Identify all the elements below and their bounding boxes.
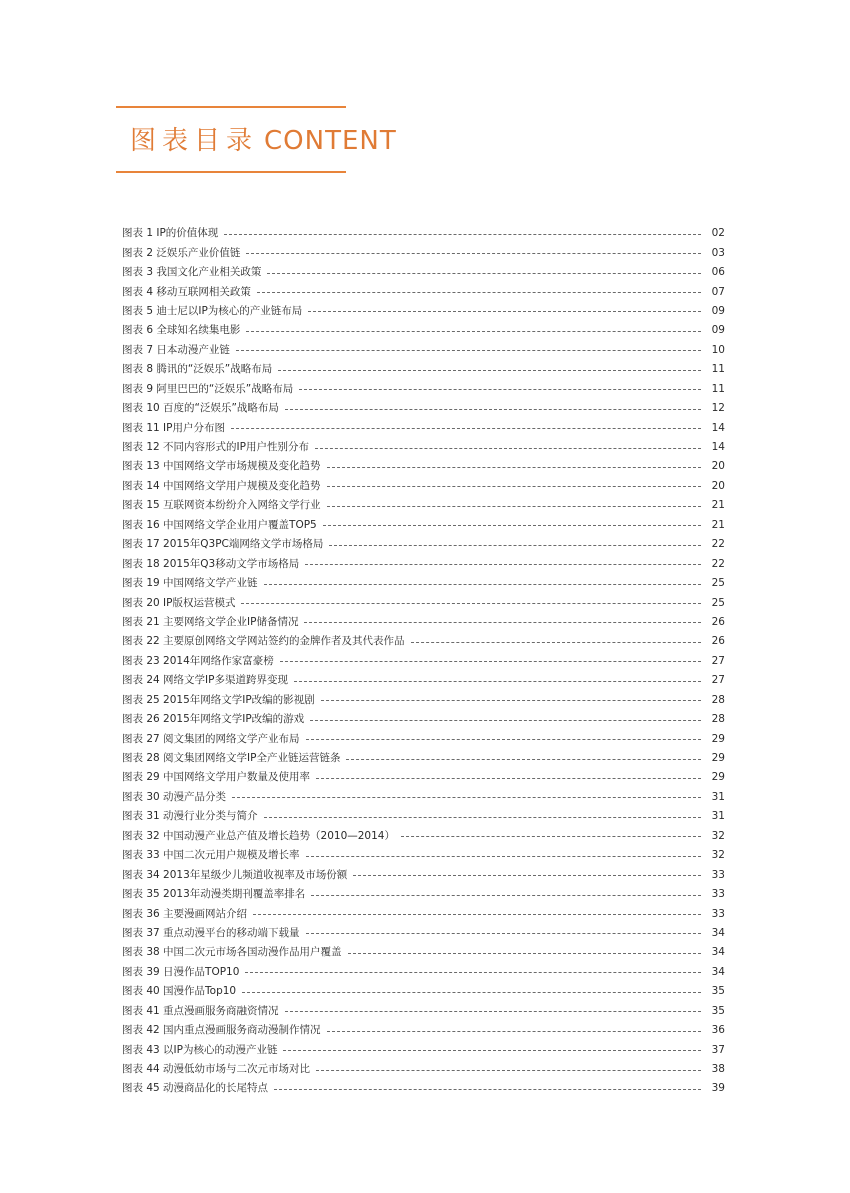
toc-entry[interactable] <box>122 418 725 437</box>
toc-entry-leader <box>310 720 701 721</box>
toc-entry[interactable] <box>122 360 725 379</box>
toc-entry-leader <box>294 681 701 682</box>
toc-entry-leader <box>305 564 701 565</box>
toc-entry-leader <box>315 448 701 449</box>
toc-entry-page: 27 <box>711 654 725 667</box>
toc-entry-leader <box>245 972 701 973</box>
toc-entry-leader <box>236 350 701 351</box>
title-rule-bottom <box>116 171 346 173</box>
toc-entry-page: 02 <box>711 227 725 240</box>
toc-entry[interactable] <box>122 302 725 321</box>
toc-entry-leader <box>274 1089 701 1090</box>
toc-entry[interactable] <box>122 1002 725 1021</box>
toc-entry[interactable] <box>122 1079 725 1098</box>
toc-entry-label: 图表 23 2014年网络作家富豪榜 <box>122 654 274 667</box>
toc-entry-leader <box>308 311 701 312</box>
toc-entry-page: 26 <box>711 615 725 628</box>
toc-entry[interactable] <box>122 341 725 360</box>
toc-entry-leader <box>278 370 701 371</box>
toc-entry[interactable] <box>122 924 725 943</box>
toc-entry[interactable] <box>122 691 725 710</box>
toc-entry-label: 图表 24 网络文学IP多渠道跨界变现 <box>122 674 288 687</box>
toc-entry-page: 22 <box>711 538 725 551</box>
toc-entry-label: 图表 32 中国动漫产业总产值及增长趋势（2010—2014） <box>122 829 395 842</box>
toc-entry-label: 图表 36 主要漫画网站介绍 <box>122 907 248 920</box>
toc-entry[interactable] <box>122 671 725 690</box>
toc-entry-leader <box>306 739 701 740</box>
toc-entry[interactable] <box>122 632 725 651</box>
toc-entry-label: 图表 22 主要原创网络文学网站签约的金牌作者及其代表作品 <box>122 635 405 648</box>
toc-entry-page: 29 <box>711 732 725 745</box>
toc-entry-leader <box>246 331 701 332</box>
toc-entry-label: 图表 11 IP用户分布图 <box>122 421 225 434</box>
toc-entry-label: 图表 20 IP版权运营模式 <box>122 596 236 609</box>
toc-entry-label: 图表 1 IP的价值体现 <box>122 227 219 240</box>
toc-entry-page: 20 <box>711 479 725 492</box>
toc-entry-leader <box>353 875 701 876</box>
toc-entry-leader <box>316 1070 701 1071</box>
toc-entry[interactable] <box>122 613 725 632</box>
toc-entry-page: 34 <box>711 965 725 978</box>
toc-entry-label: 图表 33 中国二次元用户规模及增长率 <box>122 849 300 862</box>
toc-entry[interactable] <box>122 943 725 962</box>
toc-entry-page: 39 <box>711 1082 725 1095</box>
toc-entry[interactable] <box>122 477 725 496</box>
toc-entry-page: 12 <box>711 402 725 415</box>
toc-entry-label: 图表 21 主要网络文学企业IP储备情况 <box>122 615 299 628</box>
toc-entry[interactable] <box>122 788 725 807</box>
toc-entry-leader <box>232 797 701 798</box>
toc-entry[interactable] <box>122 652 725 671</box>
toc-entry-label: 图表 44 动漫低幼市场与二次元市场对比 <box>122 1063 311 1076</box>
toc-entry-page: 27 <box>711 674 725 687</box>
toc-entry-label: 图表 38 中国二次元市场各国动漫作品用户覆盖 <box>122 946 342 959</box>
toc-entry[interactable] <box>122 554 725 573</box>
toc-entry-label: 图表 27 阅文集团的网络文学产业布局 <box>122 732 300 745</box>
toc-entry-page: 03 <box>711 246 725 259</box>
toc-entry-leader <box>327 467 701 468</box>
toc-entry-label: 图表 43 以IP为核心的动漫产业链 <box>122 1043 278 1056</box>
toc-entry-leader <box>348 953 701 954</box>
toc-entry[interactable] <box>122 380 725 399</box>
toc-entry-label: 图表 41 重点漫画服务商融资情况 <box>122 1004 279 1017</box>
toc-entry-page: 25 <box>711 577 725 590</box>
toc-entry[interactable] <box>122 321 725 340</box>
toc-entry-leader <box>246 253 701 254</box>
toc-entry-label: 图表 4 移动互联网相关政策 <box>122 285 251 298</box>
toc-entry-label: 图表 8 腾讯的“泛娱乐”战略布局 <box>122 363 273 376</box>
toc-entry-page: 32 <box>711 849 725 862</box>
toc-entry-label: 图表 17 2015年Q3PC端网络文学市场格局 <box>122 538 324 551</box>
toc-entry-label: 图表 9 阿里巴巴的“泛娱乐”战略布局 <box>122 382 294 395</box>
toc-entry[interactable] <box>122 982 725 1001</box>
toc-entry-leader <box>316 778 701 779</box>
toc-entry-page: 11 <box>711 382 725 395</box>
toc-entry-page: 11 <box>711 363 725 376</box>
toc-entry[interactable] <box>122 535 725 554</box>
toc-entry-page: 09 <box>711 324 725 337</box>
toc-entry-leader <box>311 895 701 896</box>
toc-entry-label: 图表 37 重点动漫平台的移动端下载量 <box>122 926 300 939</box>
toc-entry-leader <box>283 1050 701 1051</box>
toc-entry-page: 35 <box>711 1004 725 1017</box>
toc-entry-page: 29 <box>711 771 725 784</box>
toc-entry[interactable] <box>122 846 725 865</box>
toc-entry-leader <box>242 992 701 993</box>
toc-entry-leader <box>327 1031 701 1032</box>
toc-entry-page: 20 <box>711 460 725 473</box>
toc-entry[interactable] <box>122 963 725 982</box>
toc-entry-leader <box>285 409 701 410</box>
toc-entry-label: 图表 2 泛娱乐产业价值链 <box>122 246 241 259</box>
toc-entry-leader <box>321 700 701 701</box>
toc-entry-label: 图表 18 2015年Q3移动文学市场格局 <box>122 557 300 570</box>
toc-entry-page: 14 <box>711 421 725 434</box>
toc-entry[interactable] <box>122 865 725 884</box>
toc-entry-leader <box>327 486 701 487</box>
toc-entry-label: 图表 7 日本动漫产业链 <box>122 343 230 356</box>
toc-entry-page: 26 <box>711 635 725 648</box>
toc-entry-page: 22 <box>711 557 725 570</box>
toc-entry-page: 28 <box>711 713 725 726</box>
toc-entry-leader <box>323 525 701 526</box>
toc-entry[interactable] <box>122 749 725 768</box>
toc-entry-label: 图表 45 动漫商品化的长尾特点 <box>122 1082 269 1095</box>
toc-entry-page: 33 <box>711 868 725 881</box>
toc-entry[interactable] <box>122 516 725 535</box>
toc-entry-label: 图表 29 中国网络文学用户数量及使用率 <box>122 771 311 784</box>
toc-entry-leader <box>257 292 701 293</box>
toc-entry-leader <box>241 603 701 604</box>
toc-entry-label: 图表 6 全球知名续集电影 <box>122 324 241 337</box>
toc-entry[interactable] <box>122 1021 725 1040</box>
toc-entry-label: 图表 5 迪士尼以IP为核心的产业链布局 <box>122 304 303 317</box>
toc-entry-leader <box>306 856 701 857</box>
toc-entry-page: 36 <box>711 1024 725 1037</box>
toc-entry-label: 图表 30 动漫产品分类 <box>122 790 227 803</box>
toc-entry-page: 07 <box>711 285 725 298</box>
toc-entry[interactable] <box>122 885 725 904</box>
title-rule-top <box>116 106 346 108</box>
toc-entry[interactable] <box>122 243 725 262</box>
page-title-cn: 图表目录 <box>130 126 259 156</box>
toc-entry-label: 图表 14 中国网络文学用户规模及变化趋势 <box>122 479 321 492</box>
toc-entry-label: 图表 3 我国文化产业相关政策 <box>122 266 262 279</box>
toc-entry-label: 图表 31 动漫行业分类与简介 <box>122 810 258 823</box>
toc-entry-page: 33 <box>711 888 725 901</box>
toc-entry-label: 图表 13 中国网络文学市场规模及变化趋势 <box>122 460 321 473</box>
toc-entry-label: 图表 28 阅文集团网络文学IP全产业链运营链条 <box>122 752 341 765</box>
toc-entry[interactable] <box>122 1060 725 1079</box>
toc-entry-label: 图表 25 2015年网络文学IP改编的影视剧 <box>122 693 315 706</box>
page-title-en: CONTENT <box>264 126 397 156</box>
toc-entry[interactable] <box>122 807 725 826</box>
toc-entry-leader <box>327 506 701 507</box>
table-of-figures <box>122 224 725 1099</box>
toc-entry-label: 图表 19 中国网络文学产业链 <box>122 577 258 590</box>
toc-entry-leader <box>411 642 701 643</box>
toc-entry-leader <box>224 234 701 235</box>
toc-entry[interactable] <box>122 593 725 612</box>
toc-entry[interactable] <box>122 729 725 748</box>
toc-entry-page: 31 <box>711 790 725 803</box>
toc-entry-leader <box>346 759 701 760</box>
toc-entry-page: 35 <box>711 985 725 998</box>
toc-entry-label: 图表 40 国漫作品Top10 <box>122 985 237 998</box>
toc-entry-leader <box>280 661 701 662</box>
toc-entry-page: 34 <box>711 926 725 939</box>
toc-entry-leader <box>329 545 701 546</box>
toc-entry-page: 37 <box>711 1043 725 1056</box>
toc-entry[interactable] <box>122 904 725 923</box>
toc-entry-leader <box>304 622 701 623</box>
toc-entry-leader <box>401 836 701 837</box>
toc-entry[interactable] <box>122 768 725 787</box>
toc-entry[interactable] <box>122 282 725 301</box>
toc-entry-leader <box>264 817 701 818</box>
toc-entry-page: 33 <box>711 907 725 920</box>
toc-entry[interactable] <box>122 457 725 476</box>
page-title <box>130 124 397 158</box>
toc-entry-page: 14 <box>711 441 725 454</box>
toc-entry[interactable] <box>122 496 725 515</box>
toc-entry-label: 图表 39 日漫作品TOP10 <box>122 965 240 978</box>
toc-entry[interactable] <box>122 224 725 243</box>
toc-entry-label: 图表 34 2013年星级少儿频道收视率及市场份额 <box>122 868 348 881</box>
toc-entry-page: 10 <box>711 343 725 356</box>
toc-entry-leader <box>231 428 701 429</box>
toc-entry-page: 25 <box>711 596 725 609</box>
toc-entry-page: 31 <box>711 810 725 823</box>
toc-entry-page: 21 <box>711 518 725 531</box>
toc-entry-leader <box>306 933 701 934</box>
toc-entry-leader <box>299 389 701 390</box>
toc-entry-page: 32 <box>711 829 725 842</box>
toc-entry[interactable] <box>122 574 725 593</box>
toc-entry-label: 图表 10 百度的“泛娱乐”战略布局 <box>122 402 279 415</box>
toc-entry-label: 图表 12 不同内容形式的IP用户性别分布 <box>122 441 309 454</box>
toc-entry-page: 34 <box>711 946 725 959</box>
toc-entry-label: 图表 15 互联网资本纷纷介入网络文学行业 <box>122 499 321 512</box>
toc-entry-page: 09 <box>711 304 725 317</box>
toc-entry-page: 21 <box>711 499 725 512</box>
toc-entry-leader <box>285 1011 701 1012</box>
toc-entry-label: 图表 26 2015年网络文学IP改编的游戏 <box>122 713 305 726</box>
toc-entry-label: 图表 16 中国网络文学企业用户覆盖TOP5 <box>122 518 317 531</box>
toc-entry-page: 06 <box>711 266 725 279</box>
toc-entry[interactable] <box>122 438 725 457</box>
toc-entry-label: 图表 35 2013年动漫类期刊覆盖率排名 <box>122 888 306 901</box>
toc-entry[interactable] <box>122 399 725 418</box>
toc-entry[interactable] <box>122 1040 725 1059</box>
toc-entry[interactable] <box>122 710 725 729</box>
toc-entry[interactable] <box>122 263 725 282</box>
toc-entry[interactable] <box>122 827 725 846</box>
toc-entry-page: 29 <box>711 752 725 765</box>
toc-entry-leader <box>253 914 701 915</box>
toc-entry-page: 38 <box>711 1063 725 1076</box>
toc-entry-leader <box>267 273 701 274</box>
toc-entry-leader <box>264 584 701 585</box>
toc-entry-label: 图表 42 国内重点漫画服务商动漫制作情况 <box>122 1024 321 1037</box>
toc-entry-page: 28 <box>711 693 725 706</box>
